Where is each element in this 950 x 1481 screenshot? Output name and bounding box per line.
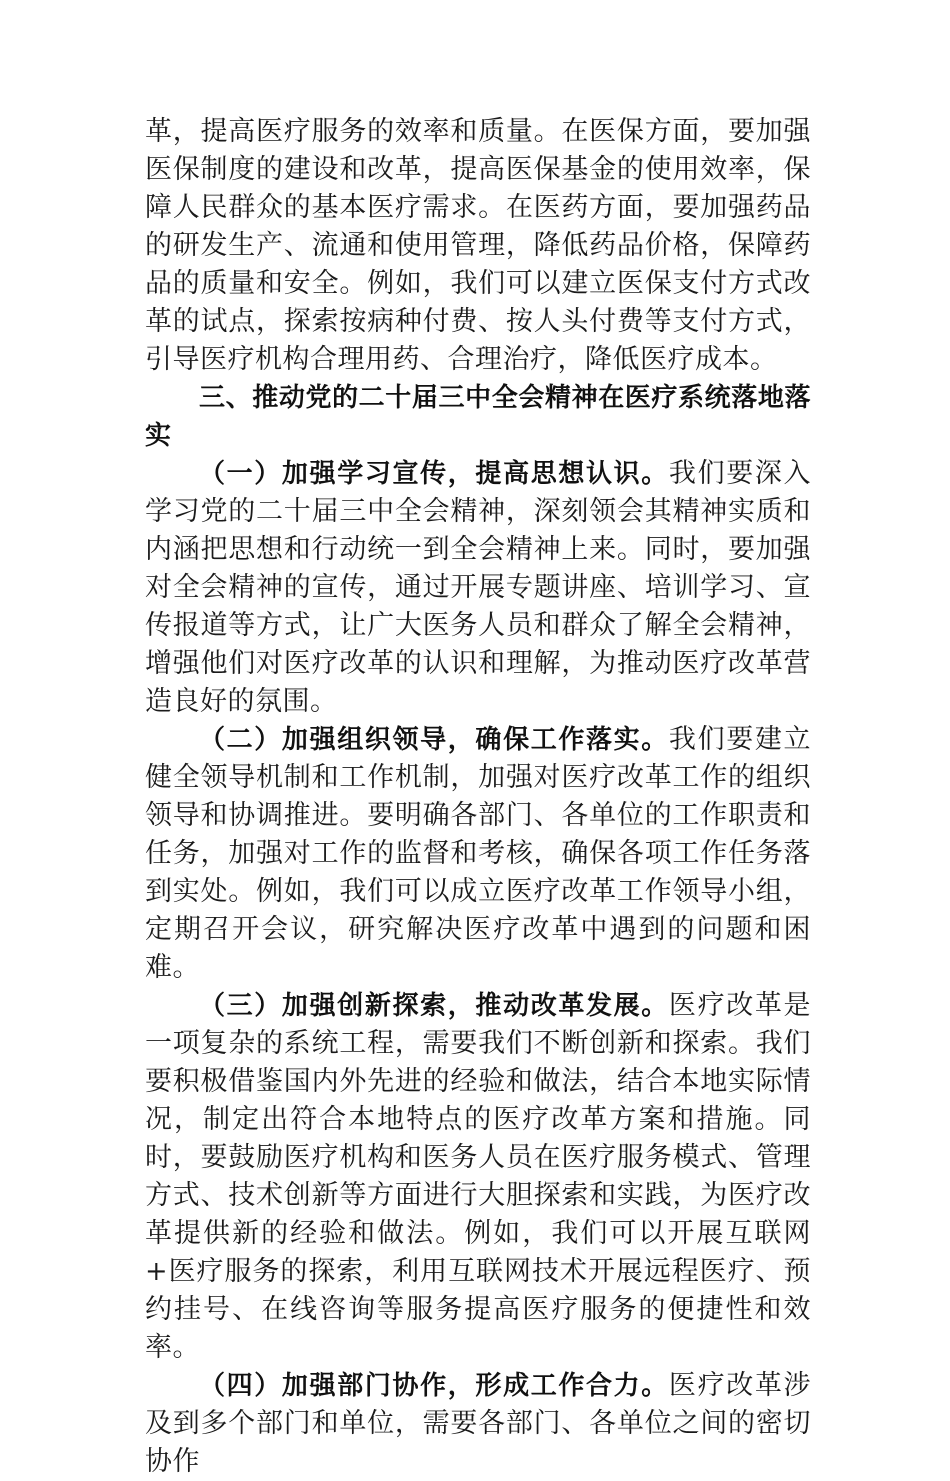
body-paragraph-2: [145, 455, 811, 721]
section-heading-3: 三、推动党的二十届三中全会精神在医疗系统落地落实: [145, 383, 811, 451]
paragraph-text-1: 我们要深入学习党的二十届三中全会精神，深刻领会其精神实质和内涵把思想和行动统一到全会精神上来。同时，要加强对全会精神的宣传，通过开展专题讲座、培训学习、宣传报道等方式，让广大医务人员和群众了解全会精神，增强他们对医疗改革的认识和理解，为推动医疗改革营造良好的氛围。: [145, 458, 811, 717]
paragraph-lead-1: （一）加强学习宣传，提高思想认识。: [199, 459, 669, 489]
paragraph-text-4: 医疗改革涉及到多个部门和单位，需要各部门、各单位之间的密切协作: [145, 1370, 811, 1477]
paragraph-lead-3: （三）加强创新探索，推动改革发展。: [199, 991, 669, 1021]
document-page: [145, 113, 811, 1481]
body-paragraph-1: 革，提高医疗服务的效率和质量。在医保方面，要加强医保制度的建设和改革，提高医保基金的使用效率，保障人民群众的基本医疗需求。在医药方面，要加强药品的研发生产、流通和使用管理，降低药品价格，保障药品的质量和安全。例如，我们可以建立医保支付方式改革的试点，探索按病种付费、按人头付费等支付方式，引导医疗机构合理用药、合理治疗，降低医疗成本。: [145, 116, 811, 375]
paragraph-lead-4: （四）加强部门协作，形成工作合力。: [199, 1371, 669, 1401]
paragraph-lead-2: （二）加强组织领导，确保工作落实。: [199, 725, 669, 755]
paragraph-text-2: 我们要建立健全领导机制和工作机制，加强对医疗改革工作的组织领导和协调推进。要明确各部门、各单位的工作职责和任务，加强对工作的监督和考核，确保各项工作任务落到实处。例如，我们可以成立医疗改革工作领导小组，定期召开会议，研究解决医疗改革中遇到的问题和困难。: [145, 724, 811, 983]
body-paragraph-4: [145, 987, 811, 1367]
paragraph-text-3: 医疗改革是一项复杂的系统工程，需要我们不断创新和探索。我们要积极借鉴国内外先进的经验和做法，结合本地实际情况，制定出符合本地特点的医疗改革方案和措施。同时，要鼓励医疗机构和医务人员在医疗服务模式、管理方式、技术创新等方面进行大胆探索和实践，为医疗改革提供新的经验和做法。例如，我们可以开展互联网+医疗服务的探索，利用互联网技术开展远程医疗、预约挂号、在线咨询等服务提高医疗服务的便捷性和效率。: [145, 990, 811, 1363]
body-paragraph-5: [145, 1367, 811, 1481]
body-paragraph-3: [145, 721, 811, 987]
